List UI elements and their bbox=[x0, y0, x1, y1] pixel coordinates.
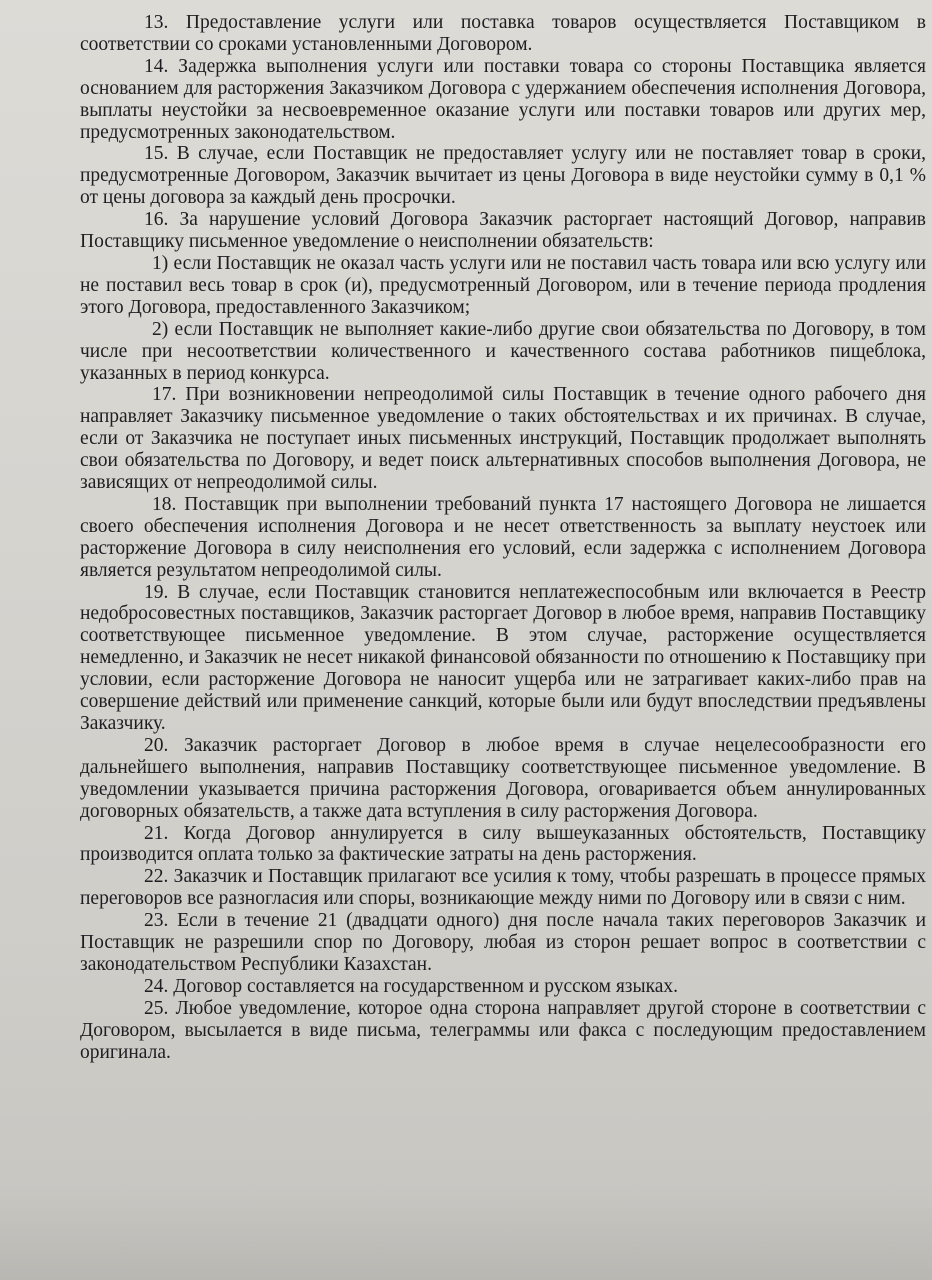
clause-21: 21. Когда Договор аннулируется в силу вышеуказанных обстоятельств, Поставщику производится оплата только за фактические затраты на день расторжения. bbox=[80, 822, 926, 866]
clause-20: 20. Заказчик расторгает Договор в любое время в случае нецелесообразности его дальнейшего выполнения, направив Поставщику соответствующее письменное уведомление. В уведомлении указывается причина расторжения Договора, оговаривается объем аннулированных договорных обязательств, а также дата вступления в силу расторжения Договора. bbox=[80, 734, 926, 822]
clause-19: 19. В случае, если Поставщик становится неплатежеспособным или включается в Реестр недобросовестных поставщиков, Заказчик расторгает Договор в любое время, направив Поставщику соответствующее письменное уведомление. В этом случае, расторжение осуществляется немедленно, и Заказчик не несет никакой финансовой обязанности по отношению к Поставщику при условии, если расторжение Договора не наносит ущерба или не затрагивает каких-либо прав на совершение действий или применение санкций, которые были или будут впоследствии предъявлены Заказчику. bbox=[80, 581, 926, 734]
contract-text bbox=[80, 12, 926, 1064]
clause-25: 25. Любое уведомление, которое одна сторона направляет другой стороне в соответствии с Договором, высылается в виде письма, телеграммы или факса с последующим предоставлением оригинала. bbox=[80, 997, 926, 1063]
clause-23: 23. Если в течение 21 (двадцати одного) дня после начала таких переговоров Заказчик и Поставщик не разрешили спор по Договору, любая из сторон решает вопрос в соответствии с законодательством Республики Казахстан. bbox=[80, 910, 926, 975]
clause-22: 22. Заказчик и Поставщик прилагают все усилия к тому, чтобы разрешать в процессе прямых переговоров все разногласия или споры, возникающие между ними по Договору или в связи с ним. bbox=[80, 866, 926, 910]
clause-17: 17. При возникновении непреодолимой силы Поставщик в течение одного рабочего дня направляет Заказчику письменное уведомление о таких обстоятельствах и их причинах. В случае, если от Заказчика не поступает иных письменных инструкций, Поставщик продолжает выполнять свои обязательства по Договору, и ведет поиск альтернативных способов выполнения Договора, не зависящих от непреодолимой силы. bbox=[80, 384, 926, 494]
clause-16: 16. За нарушение условий Договора Заказчик расторгает настоящий Договор, направив Поставщику письменное уведомление о неисполнении обязательств: bbox=[80, 209, 926, 253]
clause-24: 24. Договор составляется на государственном и русском языках. bbox=[144, 975, 679, 997]
clause-16-item-2: 2) если Поставщик не выполняет какие-либо другие свои обязательства по Договору, в том числе при несоответствии количественного и качественного состава работников пищеблока, указанных в период конкурса. bbox=[80, 318, 926, 384]
clause-15: 15. В случае, если Поставщик не предоставляет услугу или не поставляет товар в сроки, предусмотренные Договором, Заказчик вычитает из цены Договора в виде неустойки сумму в 0,1 % от цены договора за каждый день просрочки. bbox=[80, 143, 926, 209]
clause-18: 18. Поставщик при выполнении требований пункта 17 настоящего Договора не лишается своего обеспечения исполнения Договора и не несет ответственность за выплату неустоек или расторжение Договора в силу неисполнения его условий, если задержка с исполнением Договора является результатом непреодолимой силы. bbox=[80, 493, 926, 581]
clause-14: 14. Задержка выполнения услуги или поставки товара со стороны Поставщика является основанием для расторжения Заказчиком Договора с удержанием обеспечения исполнения Договора, выплаты неустойки за несвоевременное оказание услуги или поставки товаров или других мер, предусмотренных законодательством. bbox=[80, 55, 926, 143]
page-shadow bbox=[0, 1190, 932, 1280]
clause-16-item-1: 1) если Поставщик не оказал часть услуги или не поставил часть товара или всю услугу или не поставил весь товар в срок (и), предусмотренный Договором, или в течение периода продления этого Договора, предоставленного Заказчиком; bbox=[80, 252, 926, 318]
clause-13: 13. Предоставление услуги или поставка товаров осуществляется Поставщиком в соответствии со сроками установленными Договором. bbox=[80, 12, 926, 55]
